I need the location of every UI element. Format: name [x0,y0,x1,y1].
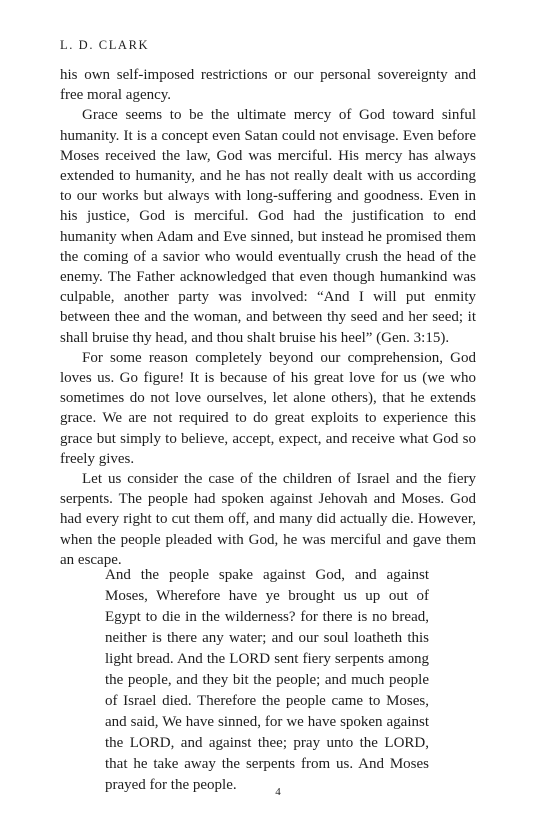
paragraph: Grace seems to be the ultimate mercy of God toward sinful humanity. It is a concept even Satan could not envisage. Even before Moses received the law, God was merciful. His mercy has always extended to humanity, and he has not really dealt with us according to our works but always with long-suffering and goodness. Even in his justice, God is merciful. God had the justification to end humanity when Adam and Eve sinned, but instead he promised them the coming of a savior who would eventually crush the head of the enemy. The Father acknowledged that even though humankind was culpable, another party was involved: “And I will put enmity between thee and the woman, and between thy seed and her seed; it shall bruise thy head, and thou shalt bruise his heel” (Gen. 3:15). [60,107,476,346]
paragraph: Let us consider the case of the children of Israel and the fiery serpents. The people had spoken against Jehovah and Moses. God had every right to cut them off, and many did actually die. However, when the people pleaded with God, he was merciful and gave them an escape. [60,471,476,568]
page-number: 4 [275,786,281,798]
block-quote-text: And the people spake against God, and against Moses, Wherefore have ye brought us up out of Egypt to die in the wilderness? for there is no bread, neither is there any water; and our soul loatheth this light bread. And the LORD sent fiery serpents among the people, and they bit the people; and much people of Israel died. Therefore the people came to Moses, and said, We have sinned, for we have spoken against the LORD, and against thee; pray unto the LORD, that he take away the serpents from us. And Moses prayed for the people. [105,567,429,793]
paragraph: For some reason completely beyond our comprehension, God loves us. Go figure! It is because of his great love for us (we who sometimes do not love ourselves, let alone others), that he extends grace. We are not required to do great exploits to experience this grace but simply to believe, accept, expect, and receive what God so freely gives. [60,349,476,467]
running-head: L. D. CLARK [60,38,150,52]
body-text [60,65,476,570]
block-quote [105,565,429,796]
paragraph: his own self-imposed restrictions or our personal sovereignty and free moral agency. [60,67,476,104]
